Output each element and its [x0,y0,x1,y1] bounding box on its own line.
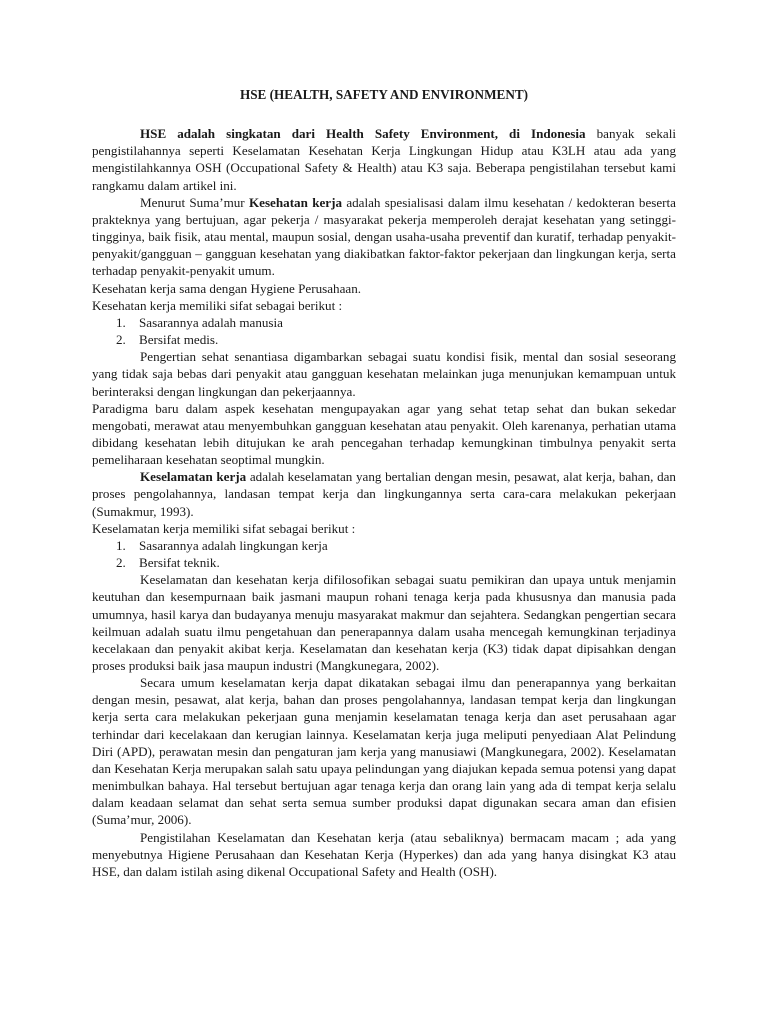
paragraph-text: banyak sekali pengistilahannya seperti Keselamatan Kesehatan Kerja Lingkungan Hidup atau K3LH atau ada yang mengistilahkannya OSH (Occupational Safety & Health) atau K3 saja. Beberapa pengistilahan tersebut kami rangkamu dalam artikel ini. [92,126,676,193]
paragraph-text: adalah keselamatan yang bertalian dengan mesin, pesawat, alat kerja, bahan, dan proses pengolahannya, landasan tempat kerja dan lingkungannya serta cara-cara melakukan pekerjaan (Sumakmur, 1993). [92,469,676,519]
list-item [92,554,676,571]
paragraph-text: Menurut Suma’mur [140,194,249,210]
list-item-text: Bersifat teknik. [139,555,220,571]
paragraph-hygiene: Kesehatan kerja sama dengan Hygiene Perusahaan. [92,280,362,296]
kesehatan-kerja-bold-term: Kesehatan kerja [248,194,343,210]
paragraph-keselamatan-sifat: Keselamatan kerja memiliki sifat sebagai berikut : [92,520,356,536]
paragraph-keselamatan-umum: Secara umum keselamatan kerja dapat dikatakan sebagai ilmu dan penerapannya yang berkaitan dengan mesin, pesawat, alat kerja, bahan dan proses pengolahannya, landasan tempat kerja dan lingkungan kerja serta cara melakukan pekerjaan guna menjamin keselamatan tenaga kerja dan aset perusahaan agar terhindar dari kecelakaan dan kerugian lainnya. Keselamatan kerja juga meliputi penyediaan Alat Pelindung Diri (APD), perawatan mesin dan pengaturan jam kerja yang manusiawi (Mangkunegara, 2002). Keselamatan dan Kesehatan Kerja merupakan salah satu upaya pelindungan yang diajukan kepada semua potensi yang dapat menimbulkan bahaya. Hal tersebut bertujuan agar tenaga kerja dan orang lain yang ada di tempat kerja selalu dalam keadaan selamat dan sehat serta semua sumber produksi dapat digunakan secara aman dan efisien (Suma’mur, 2006). [92,675,676,828]
document-title: HSE (HEALTH, SAFETY AND ENVIRONMENT) [239,87,529,102]
list-item-text: Sasarannya adalah lingkungan kerja [139,537,328,553]
hse-bold-term: HSE adalah singkatan dari Health Safety Environment, di Indonesia [140,126,586,142]
list-number: 2. [116,332,126,348]
paragraph-text: adalah spesialisasi dalam ilmu kesehatan / kedokteran beserta prakteknya yang bertujuan, agar pekerja / masyarakat pekerja memperoleh derajat kesehatan yang setinggi-tingginya, baik fisik, atau mental, maupun sosial, dengan usaha-usaha preventif dan kuratif, terhadap penyakit-penyakit/gangguan – gangguan kesehatan yang diakibatkan faktor-faktor pekerjaan dan lingkungan kerja, serta terhadap penyakit-penyakit umum. [92,194,676,279]
list-item [92,537,676,554]
list-item [92,331,676,348]
keselamatan-kerja-bold-term: Keselamatan kerja [140,469,247,485]
paragraph-pengistilahan: Pengistilahan Keselamatan dan Kesehatan kerja (atau sebaliknya) bermacam macam ; ada yang menyebutnya Higiene Perusahaan dan Kesehatan Kerja (Hyperkes) dan ada yang hanya disingkat K3 atau HSE, dan dalam istilah asing dikenal Occupational Safety and Health (OSH). [92,829,676,879]
list-number: 1. [116,537,126,553]
list-keselamatan-sifat [92,537,676,571]
document-page [92,86,676,880]
paragraph-kesehatan-kerja [92,194,676,280]
list-number: 1. [116,314,126,330]
paragraph-keselamatan-kerja [92,468,676,519]
list-item-text: Bersifat medis. [139,332,219,348]
paragraph-hse-definition [92,125,676,194]
paragraph-filosofi-k3: Keselamatan dan kesehatan kerja difilosofikan sebagai suatu pemikiran dan upaya untuk menjamin keutuhan dan kesempurnaan baik jasmani maupun rohani tenaga kerja pada khususnya dan manusia pada umumnya, hasil karya dan budayanya menuju masyarakat makmur dan sejahtera. Sedangkan pengertian secara keilmuan adalah suatu ilmu pengetahuan dan penerapannya dalam usaha mencegah kemungkinan terjadinya kecelakaan dan penyakit akibat kerja. Keselamatan dan kesehatan kerja (K3) tidak dapat dipisahkan dengan proses produksi baik jasa maupun industri (Mangkunegara, 2002). [92,572,676,673]
list-item [92,314,676,331]
paragraph-paradigma: Paradigma baru dalam aspek kesehatan mengupayakan agar yang sehat tetap sehat dan bukan sekedar mengobati, merawat atau menyembuhkan gangguan kesehatan atau penyakit. Oleh karenanya, perhatian utama dibidang kesehatan lebih ditujukan ke arah pencegahan terhadap kemungkinan timbulnya penyakit serta pemeliharaan kesehatan seoptimal mungkin. [92,400,676,468]
list-kesehatan-sifat [92,314,676,348]
list-number: 2. [116,555,126,571]
paragraph-kesehatan-sifat: Kesehatan kerja memiliki sifat sebagai berikut : [92,297,343,313]
paragraph-pengertian-sehat: Pengertian sehat senantiasa digambarkan sebagai suatu kondisi fisik, mental dan sosial seseorang yang tidak saja bebas dari penyakit atau gangguan kesehatan melainkan juga menunjukan kemampuan untuk berinteraksi dengan lingkungan dan pekerjaannya. [92,349,676,399]
list-item-text: Sasarannya adalah manusia [139,314,283,330]
